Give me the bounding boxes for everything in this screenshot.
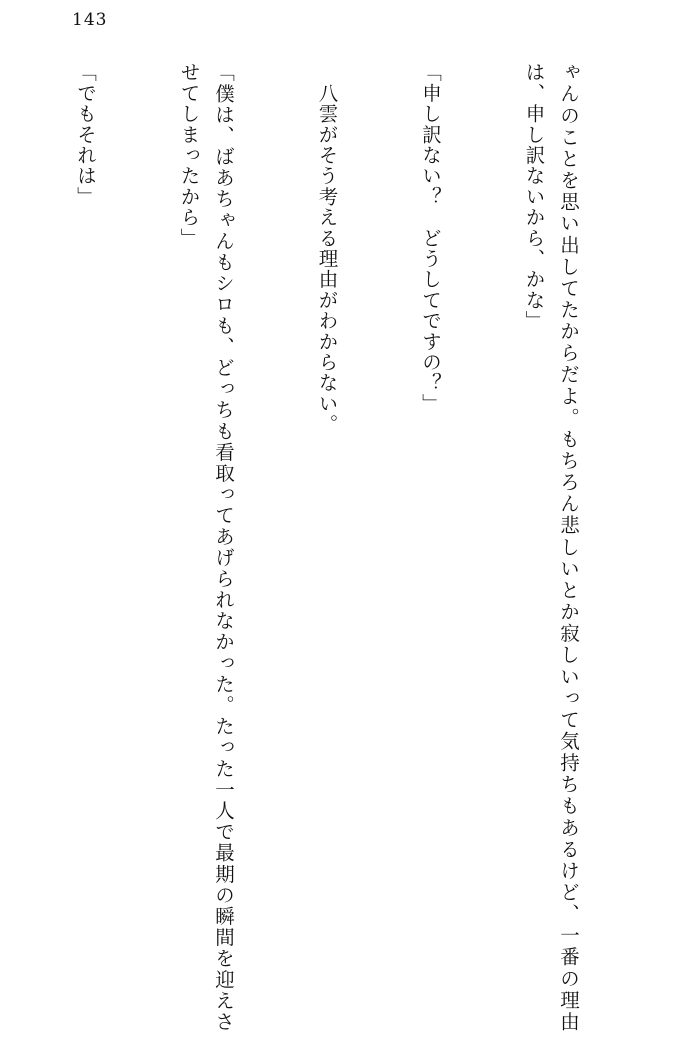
paragraph: 「僕は、ばあちゃんもシロも、どっちも看取ってあげられなかった。たった一人で最期の瞬間を迎えさせてしまったから」 xyxy=(177,62,235,1032)
page-body-text xyxy=(36,62,654,1032)
page-number: 143 xyxy=(72,10,108,30)
paragraph: 「でもそれは」 xyxy=(74,62,97,207)
paragraph: 「申し訳ない？ どうしてですの？」 xyxy=(419,62,442,414)
paragraph: ゃんのことを思い出してたからだよ。もちろん悲しいとか寂しいって気持ちもあるけど、一番の理由は、申し訳ないから、かな」 xyxy=(522,62,580,1032)
paragraph: 八雲がそう考える理由がわからない。 xyxy=(315,62,339,435)
